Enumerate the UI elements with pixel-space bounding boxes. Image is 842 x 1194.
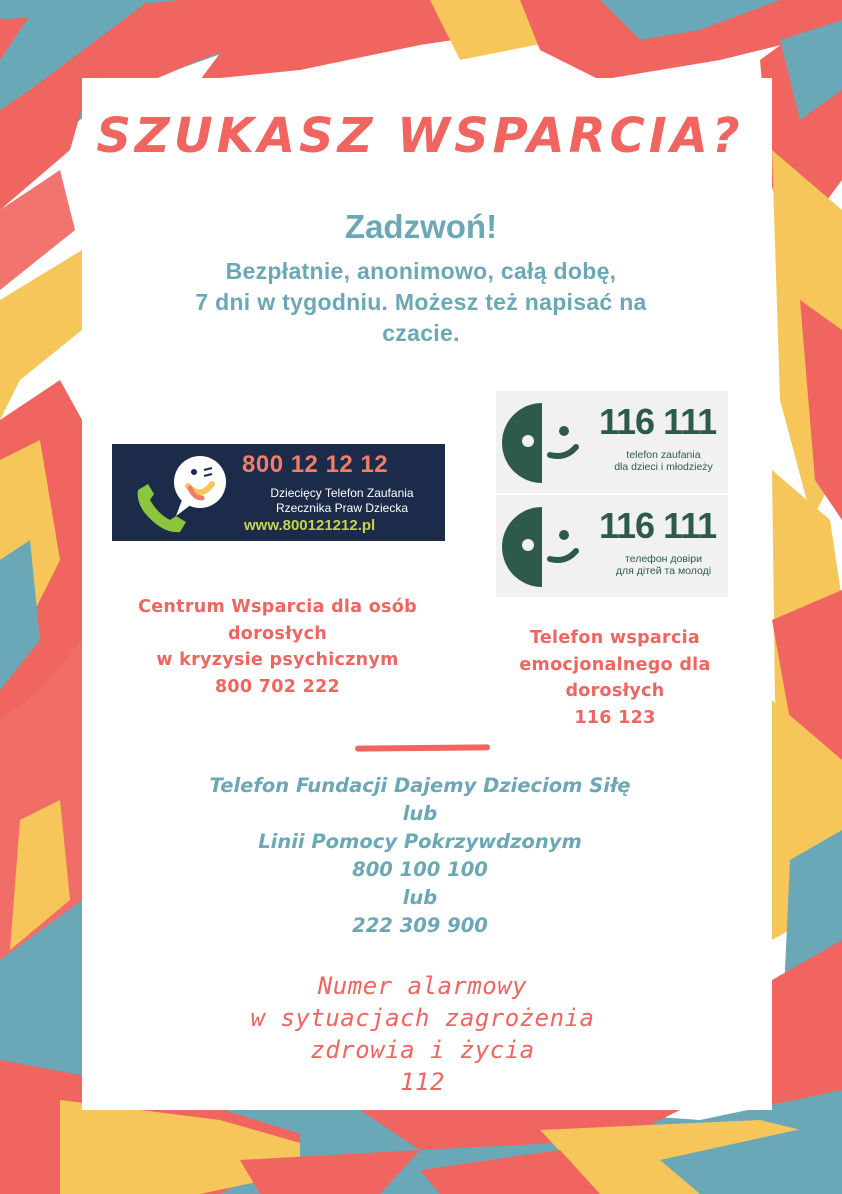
helpline-subtitle (242, 486, 442, 516)
phone-chat-icon (132, 450, 232, 536)
foundation-helpline (160, 772, 680, 940)
subtitle-line: Rzecznika Praw Dziecka (275, 501, 409, 515)
logo-number: 116 111 (599, 401, 717, 442)
logo-subtitle-line: телефон довіри (625, 553, 702, 565)
page-title: SZUKASZ WSPARCIA? (96, 108, 744, 164)
adult-center-number[interactable]: 800 702 222 (214, 676, 341, 697)
intro-line: 7 dni w tygodniu. Możesz też napisać na (195, 289, 647, 315)
alarm-line: Numer alarmowy (317, 972, 528, 1000)
logo-subtitle-line: dla dzieci i młodzieży (614, 461, 713, 473)
foundation-number[interactable]: 222 309 900 (352, 914, 488, 937)
intro-line: Bezpłatnie, anonimowo, całą dobę, (225, 258, 617, 284)
emotional-support-line (470, 625, 760, 731)
call-heading: Zadzwoń! (344, 208, 498, 245)
face-logo-icon (500, 397, 590, 487)
emergency-number (150, 970, 695, 1098)
foundation-line: lub (402, 886, 438, 909)
alarm-line: zdrowia i życia (310, 1036, 535, 1064)
logo-subtitle (601, 553, 726, 577)
foundation-line: lub (402, 802, 438, 825)
divider-stroke (355, 744, 490, 751)
adult-center-line: Centrum Wsparcia dla osób (138, 597, 417, 617)
emotional-support-text: dorosłych (565, 681, 665, 701)
emotional-support-number[interactable]: 116 123 (574, 707, 656, 728)
emotional-support-text: Telefon wsparcia (529, 628, 701, 648)
alarm-line: w sytuacjach zagrożenia (250, 1004, 595, 1032)
foundation-number[interactable]: 800 100 100 (352, 858, 488, 881)
logo-subtitle-line: telefon zaufania (626, 449, 701, 461)
foundation-line: Linii Pomocy Pokrzywdzonym (258, 830, 582, 853)
child-trust-line-logo-ua[interactable] (496, 495, 728, 597)
logo-subtitle (601, 449, 726, 473)
foundation-line: Telefon Fundacji Dajemy Dzieciom Siłę (209, 774, 631, 797)
child-trust-line-logo-pl[interactable] (496, 391, 728, 493)
helpline-url[interactable]: www.800121212.pl (244, 517, 376, 534)
intro-text (120, 256, 722, 349)
intro-line: czacie. (382, 320, 460, 346)
adult-center-line: dorosłych (227, 623, 328, 644)
adult-crisis-center (80, 594, 475, 700)
child-helpline-banner[interactable] (112, 444, 445, 541)
helpline-number: 800 12 12 12 (242, 451, 389, 478)
logo-subtitle-line: для дітей та молоді (615, 565, 712, 577)
adult-center-line: w kryzysie psychicznym (156, 650, 399, 670)
subtitle-line: Dziecięcy Telefon Zaufania (270, 486, 414, 500)
emotional-support-text: emocjonalnego dla (519, 654, 711, 675)
alarm-number[interactable]: 112 (400, 1068, 445, 1096)
face-logo-icon (500, 501, 590, 591)
logo-number: 116 111 (599, 505, 717, 546)
